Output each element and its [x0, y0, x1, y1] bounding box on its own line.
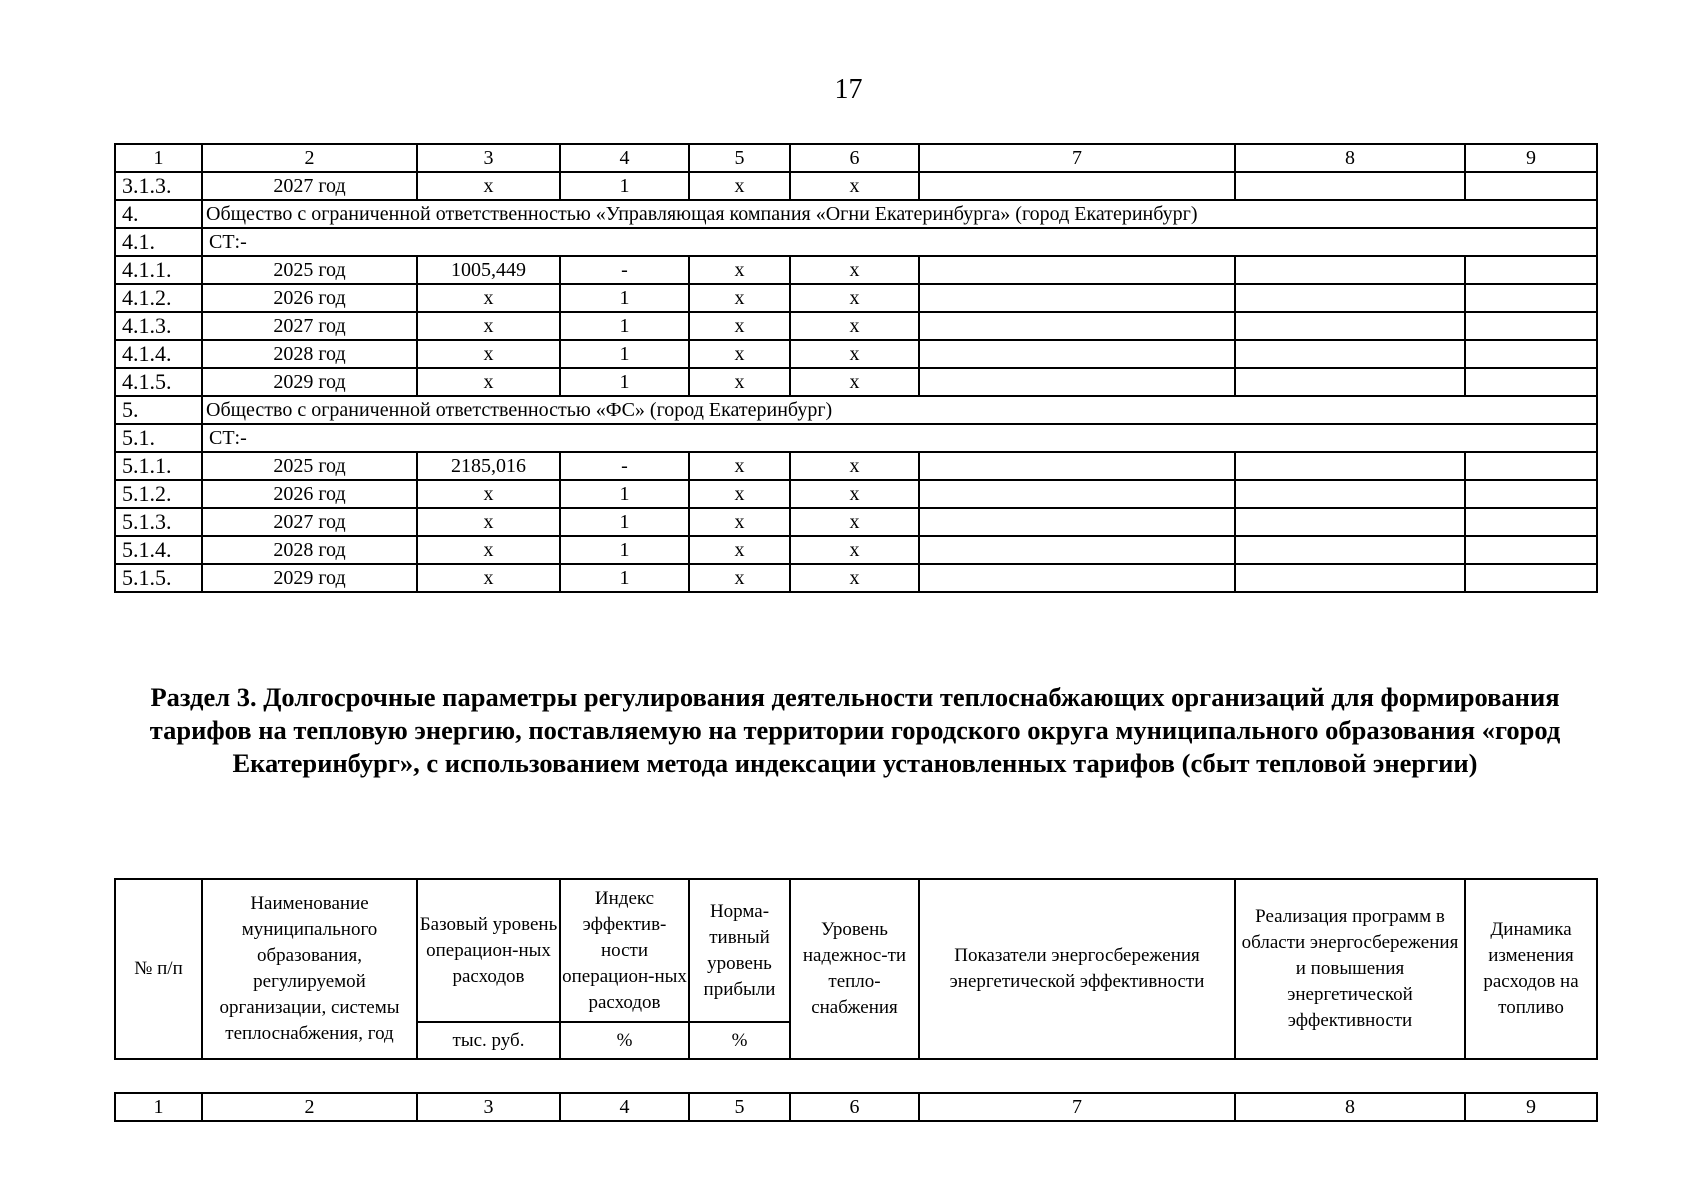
- base-costs-cell: 2185,016: [417, 452, 560, 480]
- year-cell: 2027 год: [202, 312, 417, 340]
- fuel-dynamics-cell: [1465, 508, 1597, 536]
- fuel-dynamics-cell: [1465, 312, 1597, 340]
- column-number: 7: [919, 144, 1235, 172]
- programs-cell: [1235, 508, 1465, 536]
- base-costs-cell: x: [417, 340, 560, 368]
- efficiency-index-cell: -: [560, 452, 689, 480]
- reliability-cell: x: [790, 452, 919, 480]
- profit-level-cell: x: [689, 172, 790, 200]
- table-row: [115, 256, 1597, 284]
- reliability-cell: x: [790, 312, 919, 340]
- energy-saving-cell: [919, 256, 1235, 284]
- column-number-row: [115, 1093, 1597, 1121]
- base-costs-cell: x: [417, 172, 560, 200]
- base-costs-cell: x: [417, 284, 560, 312]
- energy-saving-cell: [919, 368, 1235, 396]
- profit-level-cell: x: [689, 452, 790, 480]
- year-cell: 2027 год: [202, 508, 417, 536]
- column-number: 3: [417, 144, 560, 172]
- table-row: [115, 340, 1597, 368]
- programs-cell: [1235, 564, 1465, 592]
- column-number: 4: [560, 144, 689, 172]
- column-number: 6: [790, 144, 919, 172]
- row-number: 3.1.3.: [115, 172, 202, 200]
- row-number: 4.1.5.: [115, 368, 202, 396]
- energy-saving-cell: [919, 284, 1235, 312]
- reliability-cell: x: [790, 536, 919, 564]
- fuel-dynamics-cell: [1465, 564, 1597, 592]
- programs-cell: [1235, 340, 1465, 368]
- organization-row: [115, 396, 1597, 424]
- column-number: 7: [919, 1093, 1235, 1121]
- efficiency-index-cell: 1: [560, 480, 689, 508]
- section3-column-numbers: [114, 1092, 1598, 1122]
- profit-level-cell: x: [689, 340, 790, 368]
- tariff-table-body: [115, 144, 1597, 592]
- base-costs-cell: x: [417, 564, 560, 592]
- column-number: 8: [1235, 144, 1465, 172]
- efficiency-index-cell: 1: [560, 312, 689, 340]
- reliability-cell: x: [790, 508, 919, 536]
- column-number: 5: [689, 1093, 790, 1121]
- efficiency-index-cell: 1: [560, 172, 689, 200]
- programs-cell: [1235, 312, 1465, 340]
- year-cell: 2026 год: [202, 284, 417, 312]
- table-row: [115, 172, 1597, 200]
- profit-level-cell: x: [689, 508, 790, 536]
- organization-name: Общество с ограниченной ответственностью «ФС» (город Екатеринбург): [202, 396, 1597, 424]
- header-efficiency-index: Индекс эффектив-ности операцион-ных расходов: [560, 879, 689, 1022]
- column-number: 2: [202, 144, 417, 172]
- reliability-cell: x: [790, 284, 919, 312]
- table-row: [115, 284, 1597, 312]
- header-fuel-dynamics: Динамика изменения расходов на топливо: [1465, 879, 1597, 1059]
- table-row: [115, 536, 1597, 564]
- header-reliability: Уровень надежнос-ти тепло-снабжения: [790, 879, 919, 1059]
- column-number: 2: [202, 1093, 417, 1121]
- energy-saving-cell: [919, 172, 1235, 200]
- section3-table-header: [114, 878, 1598, 1060]
- header-row: [115, 879, 1597, 1022]
- row-number: 4.1.3.: [115, 312, 202, 340]
- base-costs-cell: x: [417, 536, 560, 564]
- row-number: 4.1.2.: [115, 284, 202, 312]
- header-profit-level: Норма-тивный уровень прибыли: [689, 879, 790, 1022]
- unit-percent: %: [560, 1022, 689, 1059]
- row-number: 5.1.4.: [115, 536, 202, 564]
- column-number: 1: [115, 1093, 202, 1121]
- profit-level-cell: x: [689, 312, 790, 340]
- header-programs: Реализация программ в области энергосбережения и повышения энергетической эффективности: [1235, 879, 1465, 1059]
- profit-level-cell: x: [689, 256, 790, 284]
- system-row: [115, 228, 1597, 256]
- efficiency-index-cell: 1: [560, 340, 689, 368]
- fuel-dynamics-cell: [1465, 256, 1597, 284]
- row-number: 4.1.4.: [115, 340, 202, 368]
- programs-cell: [1235, 284, 1465, 312]
- programs-cell: [1235, 368, 1465, 396]
- programs-cell: [1235, 452, 1465, 480]
- efficiency-index-cell: -: [560, 256, 689, 284]
- column-number: 9: [1465, 144, 1597, 172]
- programs-cell: [1235, 256, 1465, 284]
- fuel-dynamics-cell: [1465, 368, 1597, 396]
- efficiency-index-cell: 1: [560, 508, 689, 536]
- base-costs-cell: x: [417, 312, 560, 340]
- column-number: 9: [1465, 1093, 1597, 1121]
- column-number: 1: [115, 144, 202, 172]
- table-row: [115, 508, 1597, 536]
- reliability-cell: x: [790, 480, 919, 508]
- programs-cell: [1235, 536, 1465, 564]
- year-cell: 2028 год: [202, 340, 417, 368]
- column-number: 3: [417, 1093, 560, 1121]
- fuel-dynamics-cell: [1465, 480, 1597, 508]
- energy-saving-cell: [919, 340, 1235, 368]
- year-cell: 2025 год: [202, 452, 417, 480]
- energy-saving-cell: [919, 564, 1235, 592]
- system-name: СТ:-: [202, 228, 1597, 256]
- year-cell: 2029 год: [202, 368, 417, 396]
- year-cell: 2028 год: [202, 536, 417, 564]
- column-number-row: [115, 144, 1597, 172]
- row-number: 4.: [115, 200, 202, 228]
- row-number: 4.1.1.: [115, 256, 202, 284]
- row-number: 5.1.: [115, 424, 202, 452]
- efficiency-index-cell: 1: [560, 368, 689, 396]
- reliability-cell: x: [790, 172, 919, 200]
- year-cell: 2029 год: [202, 564, 417, 592]
- page-number: 17: [834, 74, 863, 105]
- column-number: 6: [790, 1093, 919, 1121]
- column-number: 5: [689, 144, 790, 172]
- system-name: СТ:-: [202, 424, 1597, 452]
- fuel-dynamics-cell: [1465, 452, 1597, 480]
- fuel-dynamics-cell: [1465, 536, 1597, 564]
- table-row: [115, 368, 1597, 396]
- programs-cell: [1235, 480, 1465, 508]
- energy-saving-cell: [919, 452, 1235, 480]
- row-number: 5.1.5.: [115, 564, 202, 592]
- base-costs-cell: x: [417, 480, 560, 508]
- reliability-cell: x: [790, 564, 919, 592]
- row-number: 5.1.1.: [115, 452, 202, 480]
- efficiency-index-cell: 1: [560, 284, 689, 312]
- energy-saving-cell: [919, 480, 1235, 508]
- reliability-cell: x: [790, 368, 919, 396]
- base-costs-cell: x: [417, 508, 560, 536]
- year-cell: 2027 год: [202, 172, 417, 200]
- year-cell: 2026 год: [202, 480, 417, 508]
- profit-level-cell: x: [689, 564, 790, 592]
- table-row: [115, 564, 1597, 592]
- tariff-table-continued: [114, 143, 1598, 593]
- unit-thousand-rub: тыс. руб.: [417, 1022, 560, 1059]
- programs-cell: [1235, 172, 1465, 200]
- efficiency-index-cell: 1: [560, 564, 689, 592]
- row-number: 4.1.: [115, 228, 202, 256]
- table-row: [115, 312, 1597, 340]
- profit-level-cell: x: [689, 480, 790, 508]
- row-number: 5.1.2.: [115, 480, 202, 508]
- row-number: 5.: [115, 396, 202, 424]
- base-costs-cell: x: [417, 368, 560, 396]
- table-row: [115, 452, 1597, 480]
- profit-level-cell: x: [689, 368, 790, 396]
- reliability-cell: x: [790, 256, 919, 284]
- profit-level-cell: x: [689, 284, 790, 312]
- year-cell: 2025 год: [202, 256, 417, 284]
- system-row: [115, 424, 1597, 452]
- fuel-dynamics-cell: [1465, 284, 1597, 312]
- column-number: 4: [560, 1093, 689, 1121]
- section-title: Раздел 3. Долгосрочные параметры регулирования деятельности теплоснабжающих организаций для формирования тарифов на тепловую энергию, поставляемую на территории городского округа муниципального образования «город Екатеринбург», с использованием метода индексации установленных тарифов (сбыт тепловой энергии): [149, 682, 1561, 778]
- energy-saving-cell: [919, 508, 1235, 536]
- organization-row: [115, 200, 1597, 228]
- unit-percent: %: [689, 1022, 790, 1059]
- row-number: 5.1.3.: [115, 508, 202, 536]
- fuel-dynamics-cell: [1465, 172, 1597, 200]
- header-number: № п/п: [115, 879, 202, 1059]
- energy-saving-cell: [919, 312, 1235, 340]
- table-row: [115, 480, 1597, 508]
- base-costs-cell: 1005,449: [417, 256, 560, 284]
- energy-saving-cell: [919, 536, 1235, 564]
- reliability-cell: x: [790, 340, 919, 368]
- column-number: 8: [1235, 1093, 1465, 1121]
- efficiency-index-cell: 1: [560, 536, 689, 564]
- organization-name: Общество с ограниченной ответственностью «Управляющая компания «Огни Екатеринбурга» (город Екатеринбург): [202, 200, 1597, 228]
- profit-level-cell: x: [689, 536, 790, 564]
- header-base-costs: Базовый уровень операцион-ных расходов: [417, 879, 560, 1022]
- fuel-dynamics-cell: [1465, 340, 1597, 368]
- header-name: Наименование муниципального образования, регулируемой организации, системы теплоснабжения, год: [202, 879, 417, 1059]
- header-energy-saving: Показатели энергосбережения энергетической эффективности: [919, 879, 1235, 1059]
